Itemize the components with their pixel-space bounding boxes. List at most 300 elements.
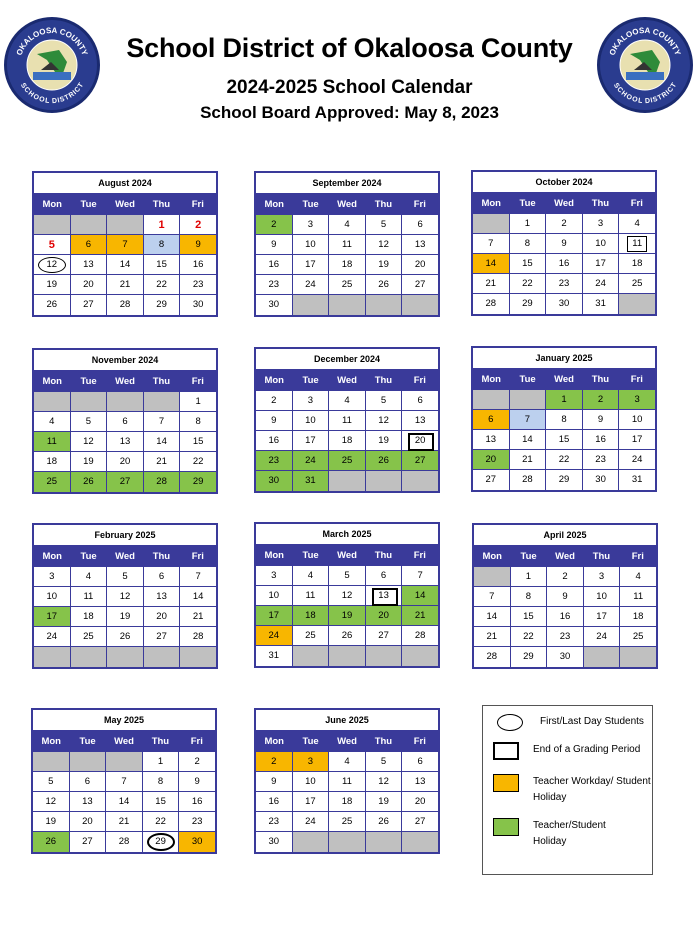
day-cell: 18 — [329, 255, 366, 275]
day-cell: 22 — [180, 452, 216, 472]
week-row — [34, 607, 216, 627]
day-cell: 11 — [329, 235, 366, 255]
day-cell: 17 — [619, 430, 655, 450]
day-cell: 11 — [619, 234, 655, 254]
empty-cell — [619, 294, 655, 314]
weekday-label: Tue — [302, 550, 319, 561]
week-row — [34, 647, 216, 667]
day-cell: 3 — [619, 390, 655, 410]
weekday-label: Fri — [413, 375, 426, 386]
day-cell: 18 — [620, 607, 656, 627]
day-cell: 30 — [256, 471, 293, 491]
day-cell: 13 — [144, 587, 181, 607]
day-cell: 3 — [293, 391, 330, 411]
weekday-label: Fri — [413, 736, 426, 747]
day-cell: 7 — [180, 567, 216, 587]
day-cell: 27 — [107, 472, 144, 492]
week-row — [474, 607, 656, 627]
day-cell: 5 — [329, 566, 366, 586]
week-row — [33, 812, 215, 832]
week-row — [473, 214, 655, 234]
day-cell: 10 — [293, 235, 330, 255]
day-cell: 15 — [511, 607, 548, 627]
day-cell: 21 — [402, 606, 438, 626]
empty-cell — [473, 214, 510, 234]
day-cell: 4 — [71, 567, 108, 587]
week-row — [34, 472, 216, 492]
weekday-label: Tue — [80, 199, 97, 210]
empty-cell — [293, 832, 330, 852]
week-row — [256, 471, 438, 491]
day-cell: 29 — [143, 832, 180, 852]
day-cell: 20 — [473, 450, 510, 470]
weekday-label: Fri — [630, 374, 643, 385]
day-cell: 22 — [143, 812, 180, 832]
week-row — [256, 235, 438, 255]
day-cell: 21 — [144, 452, 181, 472]
day-cell: 27 — [366, 626, 403, 646]
month-october-2024 — [471, 170, 657, 316]
empty-cell — [107, 647, 144, 667]
day-cell: 24 — [583, 274, 620, 294]
empty-cell — [620, 647, 656, 667]
day-cell: 27 — [473, 470, 510, 490]
day-cell: 12 — [33, 792, 70, 812]
month-title: December 2024 — [256, 349, 438, 371]
day-cell: 12 — [366, 772, 403, 792]
day-cell: 21 — [510, 450, 547, 470]
day-cell: 6 — [402, 215, 438, 235]
empty-cell — [329, 471, 366, 491]
empty-cell — [474, 567, 511, 587]
week-row — [473, 410, 655, 430]
day-cell: 16 — [256, 255, 293, 275]
day-cell: 10 — [34, 587, 71, 607]
weekday-label: Wed — [115, 376, 135, 387]
weekday-label: Tue — [79, 736, 96, 747]
week-row — [473, 430, 655, 450]
day-cell: 11 — [71, 587, 108, 607]
empty-cell — [402, 832, 438, 852]
day-cell: 26 — [329, 626, 366, 646]
day-cell: 22 — [511, 627, 548, 647]
empty-cell — [366, 832, 403, 852]
day-cell: 4 — [620, 567, 656, 587]
weekday-label: Tue — [520, 551, 537, 562]
day-cell: 14 — [144, 432, 181, 452]
day-cell: 15 — [546, 430, 583, 450]
legend — [482, 705, 653, 875]
empty-cell — [402, 295, 438, 315]
legend-holiday-label: Teacher/Student Holiday — [533, 820, 606, 847]
day-cell: 25 — [329, 275, 366, 295]
day-cell: 23 — [546, 274, 583, 294]
day-cell: 12 — [34, 255, 71, 275]
empty-cell — [293, 295, 330, 315]
day-cell: 7 — [473, 234, 510, 254]
day-cell: 7 — [510, 410, 547, 430]
weekday-label: Tue — [302, 375, 319, 386]
week-row — [34, 567, 216, 587]
day-cell: 17 — [583, 254, 620, 274]
month-title: May 2025 — [33, 710, 215, 732]
day-cell: 7 — [107, 235, 144, 255]
day-cell: 9 — [256, 235, 293, 255]
weekday-label: Wed — [114, 736, 134, 747]
weekday-label: Tue — [80, 551, 97, 562]
day-cell: 27 — [402, 451, 438, 471]
weekday-header — [34, 372, 216, 392]
day-cell: 25 — [71, 627, 108, 647]
day-cell: 4 — [293, 566, 330, 586]
week-row — [256, 275, 438, 295]
day-cell: 14 — [473, 254, 510, 274]
day-cell: 20 — [107, 452, 144, 472]
empty-cell — [34, 392, 71, 412]
weekday-label: Thu — [591, 198, 610, 209]
week-row — [474, 627, 656, 647]
day-cell: 16 — [256, 792, 293, 812]
week-row — [34, 275, 216, 295]
day-cell: 1 — [144, 215, 181, 235]
weekday-label: Tue — [302, 736, 319, 747]
day-cell: 6 — [70, 772, 107, 792]
calendar-subtitle: 2024-2025 School Calendar — [226, 77, 473, 98]
day-cell: 10 — [583, 234, 620, 254]
day-cell: 30 — [546, 294, 583, 314]
empty-cell — [107, 392, 144, 412]
weekday-label: Mon — [264, 550, 284, 561]
day-cell: 13 — [70, 792, 107, 812]
weekday-label: Wed — [554, 198, 574, 209]
empty-cell — [144, 647, 181, 667]
empty-cell — [34, 647, 71, 667]
day-cell: 25 — [329, 812, 366, 832]
day-cell: 4 — [329, 215, 366, 235]
day-cell: 13 — [402, 235, 438, 255]
weekday-header — [33, 732, 215, 752]
week-row — [256, 431, 438, 451]
month-september-2024 — [254, 171, 440, 317]
day-cell: 30 — [192, 299, 204, 310]
month-november-2024 — [32, 348, 218, 494]
day-cell: 6 — [107, 412, 144, 432]
day-cell: 22 — [546, 450, 583, 470]
day-cell: 26 — [34, 295, 71, 315]
weekday-label: Thu — [374, 736, 393, 747]
month-title: January 2025 — [473, 348, 655, 370]
day-cell: 5 — [107, 567, 144, 587]
day-cell: 25 — [34, 472, 71, 492]
day-cell: 17 — [584, 607, 621, 627]
day-cell: 12 — [366, 411, 403, 431]
weekday-label: Fri — [631, 551, 644, 562]
day-cell: 31 — [293, 471, 330, 491]
day-cell: 2 — [256, 215, 293, 235]
weekday-label: Wed — [337, 199, 357, 210]
day-cell: 8 — [510, 234, 547, 254]
week-row — [256, 606, 438, 626]
day-cell: 23 — [256, 275, 293, 295]
week-row — [256, 566, 438, 586]
empty-cell — [402, 646, 438, 666]
day-cell: 22 — [144, 275, 181, 295]
weekday-label: Fri — [630, 198, 643, 209]
day-cell: 28 — [474, 647, 511, 667]
weekday-label: Wed — [337, 375, 357, 386]
day-cell: 1 — [180, 392, 216, 412]
day-cell: 11 — [329, 772, 366, 792]
week-row — [34, 255, 216, 275]
weekday-header — [256, 195, 438, 215]
week-row — [34, 412, 216, 432]
weekday-label: Mon — [482, 551, 502, 562]
day-cell: 21 — [106, 812, 143, 832]
day-cell: 14 — [474, 607, 511, 627]
day-cell: 26 — [33, 832, 70, 852]
day-cell: 4 — [329, 391, 366, 411]
week-row — [34, 432, 216, 452]
month-august-2024 — [32, 171, 218, 317]
day-cell: 3 — [583, 214, 620, 234]
day-cell: 20 — [70, 812, 107, 832]
day-cell: 6 — [402, 752, 438, 772]
week-row — [256, 646, 438, 666]
week-row — [256, 792, 438, 812]
day-cell: 12 — [366, 235, 403, 255]
week-row — [34, 627, 216, 647]
month-title: March 2025 — [256, 524, 438, 546]
day-cell: 10 — [584, 587, 621, 607]
day-cell: 24 — [584, 627, 621, 647]
day-cell: 11 — [34, 432, 71, 452]
day-cell: 9 — [180, 235, 216, 255]
day-cell: 19 — [34, 275, 71, 295]
day-cell: 28 — [510, 470, 547, 490]
day-cell: 18 — [71, 607, 108, 627]
weekday-label: Tue — [302, 199, 319, 210]
empty-cell — [402, 471, 438, 491]
week-row — [474, 587, 656, 607]
approval-date: School Board Approved: May 8, 2023 — [200, 103, 499, 122]
week-row — [34, 452, 216, 472]
month-may-2025 — [31, 708, 217, 854]
empty-cell — [70, 752, 107, 772]
day-cell: 20 — [402, 255, 438, 275]
weekday-header — [473, 194, 655, 214]
empty-cell — [293, 646, 330, 666]
weekday-label: Mon — [481, 374, 501, 385]
day-cell: 2 — [256, 752, 293, 772]
day-cell: 28 — [144, 472, 181, 492]
weekday-label: Wed — [115, 551, 135, 562]
week-row — [34, 295, 216, 315]
weekday-label: Thu — [374, 199, 393, 210]
day-cell: 24 — [256, 626, 293, 646]
day-cell: 21 — [474, 627, 511, 647]
week-row — [34, 392, 216, 412]
day-cell: 25 — [619, 274, 655, 294]
day-cell: 9 — [547, 587, 584, 607]
day-cell: 14 — [106, 792, 143, 812]
weekday-label: Fri — [413, 550, 426, 561]
day-cell: 14 — [180, 587, 216, 607]
month-title: June 2025 — [256, 710, 438, 732]
day-cell: 9 — [179, 772, 215, 792]
weekday-header — [256, 732, 438, 752]
day-cell: 5 — [366, 215, 403, 235]
day-cell: 18 — [293, 606, 330, 626]
weekday-header — [256, 546, 438, 566]
day-cell: 24 — [34, 627, 71, 647]
week-row — [474, 647, 656, 667]
day-cell: 4 — [329, 752, 366, 772]
week-row — [34, 215, 216, 235]
holiday-swatch-icon — [493, 818, 519, 836]
day-cell: 5 — [366, 391, 403, 411]
legend-grading-label: End of a Grading Period — [533, 744, 641, 755]
day-cell: 9 — [256, 411, 293, 431]
day-cell: 31 — [631, 474, 643, 485]
week-row — [256, 772, 438, 792]
weekday-label: Mon — [481, 198, 501, 209]
day-cell: 21 — [107, 275, 144, 295]
day-cell: 29 — [511, 647, 548, 667]
day-cell: 15 — [144, 255, 181, 275]
day-cell: 27 — [402, 812, 438, 832]
day-cell: 18 — [34, 452, 71, 472]
svg-text:OKALOOSA COUNTY: OKALOOSA COUNTY — [607, 25, 683, 57]
day-cell: 11 — [293, 586, 330, 606]
day-cell: 19 — [107, 607, 144, 627]
day-cell: 30 — [179, 832, 215, 852]
day-cell: 14 — [510, 430, 547, 450]
day-cell: 23 — [256, 451, 293, 471]
day-cell: 13 — [107, 432, 144, 452]
day-cell: 23 — [583, 450, 620, 470]
week-row — [256, 832, 438, 852]
empty-cell — [329, 295, 366, 315]
week-row — [34, 235, 216, 255]
day-cell: 21 — [473, 274, 510, 294]
week-row — [256, 411, 438, 431]
svg-text:SCHOOL DISTRICT: SCHOOL DISTRICT — [611, 81, 679, 106]
month-title: September 2024 — [256, 173, 438, 195]
legend-workday-label: Teacher Workday/ Student Holiday — [533, 776, 651, 803]
day-cell: 23 — [180, 275, 216, 295]
weekday-label: Tue — [80, 376, 97, 387]
week-row — [473, 450, 655, 470]
day-cell: 13 — [473, 430, 510, 450]
day-cell: 2 — [547, 567, 584, 587]
day-cell: 7 — [106, 772, 143, 792]
day-cell: 11 — [329, 411, 366, 431]
day-cell: 17 — [256, 606, 293, 626]
weekday-header — [256, 371, 438, 391]
day-cell: 12 — [107, 587, 144, 607]
empty-cell — [473, 390, 510, 410]
day-cell: 15 — [143, 792, 180, 812]
day-cell: 23 — [179, 812, 215, 832]
day-cell: 29 — [510, 294, 547, 314]
weekday-label: Thu — [374, 375, 393, 386]
empty-cell — [34, 215, 71, 235]
day-cell: 16 — [546, 254, 583, 274]
weekday-label: Thu — [591, 374, 610, 385]
week-row — [256, 295, 438, 315]
day-cell: 28 — [402, 626, 438, 646]
weekday-label: Fri — [190, 736, 203, 747]
day-cell: 19 — [366, 431, 403, 451]
day-cell: 6 — [473, 410, 510, 430]
day-cell: 13 — [71, 255, 108, 275]
day-cell: 1 — [143, 752, 180, 772]
day-cell: 9 — [583, 410, 620, 430]
day-cell: 29 — [546, 470, 583, 490]
day-cell: 10 — [619, 410, 655, 430]
weekday-label: Fri — [191, 551, 204, 562]
weekday-label: Mon — [42, 551, 62, 562]
day-cell: 17 — [293, 792, 330, 812]
day-cell: 30 — [256, 295, 293, 315]
empty-cell — [329, 646, 366, 666]
day-cell: 5 — [34, 235, 71, 255]
ellipse-icon — [497, 714, 523, 731]
day-cell: 18 — [619, 254, 655, 274]
weekday-header — [473, 370, 655, 390]
day-cell: 24 — [293, 451, 330, 471]
day-cell: 2 — [256, 391, 293, 411]
month-april-2025 — [472, 523, 658, 669]
empty-cell — [106, 752, 143, 772]
day-cell: 10 — [293, 411, 330, 431]
week-row — [473, 294, 655, 314]
day-cell: 24 — [293, 812, 330, 832]
day-cell: 17 — [293, 431, 330, 451]
page-title: School District of Okaloosa County — [126, 33, 573, 63]
week-row — [33, 752, 215, 772]
day-cell: 3 — [293, 215, 330, 235]
empty-cell — [71, 647, 108, 667]
day-cell: 30 — [256, 832, 293, 852]
weekday-label: Wed — [337, 550, 357, 561]
day-cell: 14 — [107, 255, 144, 275]
day-cell: 19 — [366, 255, 403, 275]
weekday-label: Wed — [555, 551, 575, 562]
workday-swatch-icon — [493, 774, 519, 792]
day-cell: 6 — [71, 235, 108, 255]
day-cell: 7 — [144, 412, 181, 432]
day-cell: 27 — [71, 295, 108, 315]
day-cell: 24 — [619, 450, 655, 470]
weekday-label: Thu — [592, 551, 611, 562]
day-cell: 3 — [584, 567, 621, 587]
day-cell: 4 — [619, 214, 655, 234]
day-cell: 6 — [402, 391, 438, 411]
day-cell: 28 — [473, 294, 510, 314]
day-cell: 23 — [256, 812, 293, 832]
day-cell: 25 — [293, 626, 330, 646]
day-cell: 27 — [70, 832, 107, 852]
weekday-label: Mon — [41, 736, 61, 747]
day-cell: 8 — [546, 410, 583, 430]
svg-text:OKALOOSA COUNTY: OKALOOSA COUNTY — [14, 25, 90, 57]
day-cell: 2 — [179, 752, 215, 772]
month-title: August 2024 — [34, 173, 216, 195]
day-cell: 12 — [329, 586, 366, 606]
week-row — [473, 254, 655, 274]
day-cell: 17 — [34, 607, 71, 627]
